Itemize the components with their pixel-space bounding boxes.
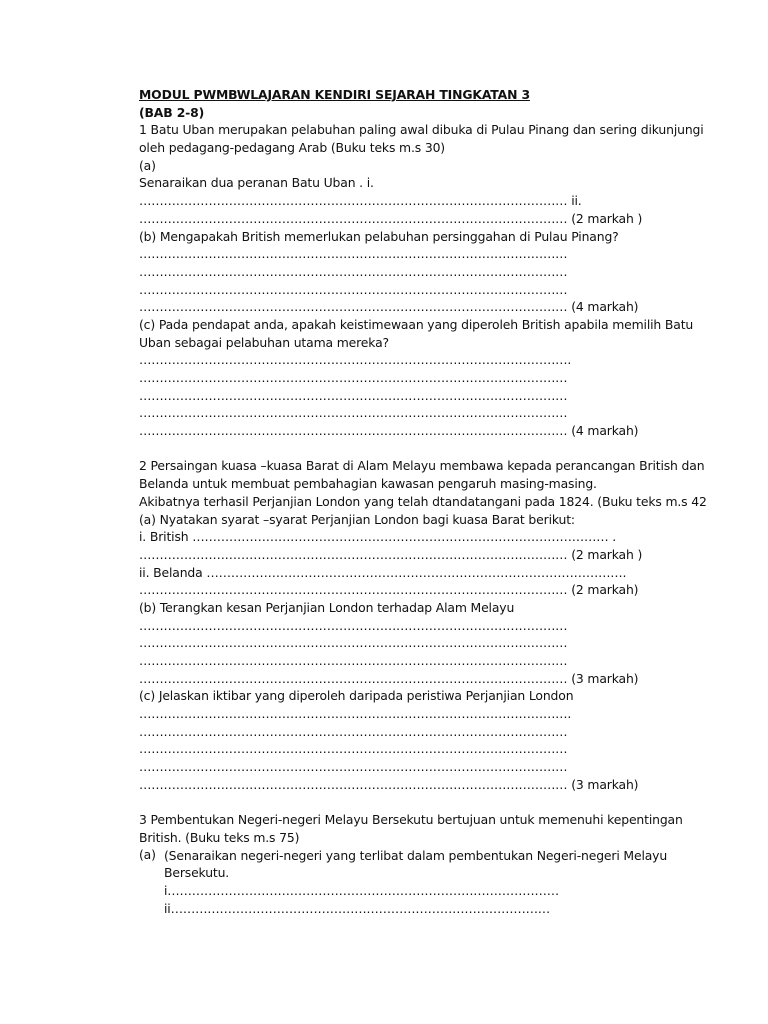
- q2-intro-line3: Akibatnya terhasil Perjanjian London yang telah dtandatangani pada 1824. (Buku teks m.s 42: [139, 493, 707, 509]
- q1-c-answer-line3: ……………………………………………………………………………………………: [139, 387, 568, 403]
- q2-intro-line1: 2 Persaingan kuasa –kuasa Barat di Alam Melayu membawa kepada perancangan British dan: [139, 458, 705, 474]
- q1-b-answer-line4: …………………………………………………………………………………………… (4 markah): [139, 299, 639, 315]
- q2-c-answer-line2: ……………………………………………………………………………………………: [139, 723, 568, 739]
- q3-a-marker: (a): [139, 846, 156, 862]
- section-spacer: [139, 794, 699, 812]
- q2-a-belanda-answer: …………………………………………………………………………………………… (2 markah): [139, 582, 639, 598]
- section-spacer: [139, 440, 699, 458]
- q1-a-answer-line2: …………………………………………………………………………………………… (2 markah ): [139, 210, 643, 226]
- q2-b-question: (b) Terangkan kesan Perjanjian London terhadap Alam Melayu: [139, 599, 515, 615]
- chapter-range: (BAB 2-8): [139, 104, 205, 120]
- q1-c-question-line1: (c) Pada pendapat anda, apakah keistimewaan yang diperoleh British apabila memilih Batu: [139, 316, 694, 332]
- q2-a-british-answer: …………………………………………………………………………………………… (2 markah ): [139, 546, 643, 562]
- q2-a-british: i. British ………………………………………………………………………………………… .: [139, 529, 617, 545]
- q1-c-answer-line2: ……………………………………………………………………………………………: [139, 370, 568, 385]
- q2-c-answer-line5: …………………………………………………………………………………………… (3 markah): [139, 776, 639, 792]
- q1-b-question: (b) Mengapakah British memerlukan pelabuhan persinggahan di Pulau Pinang?: [139, 228, 619, 244]
- q1-c-answer-line4: ……………………………………………………………………………………………: [139, 405, 568, 421]
- q2-b-answer-line3: ……………………………………………………………………………………………: [139, 653, 568, 668]
- q1-intro-line1: 1 Batu Uban merupakan pelabuhan paling awal dibuka di Pulau Pinang dan sering dikunjungi: [139, 122, 704, 138]
- q1-b-answer-line2: ……………………………………………………………………………………………: [139, 263, 568, 279]
- q1-c-question-line2: Uban sebagai pelabuhan utama mereka?: [139, 334, 389, 350]
- q2-b-answer-line2: ……………………………………………………………………………………………: [139, 635, 568, 651]
- q2-a-question: (a) Nyatakan syarat –syarat Perjanjian London bagi kuasa Barat berikut:: [139, 511, 575, 527]
- q2-intro-line2: Belanda untuk membuat pembahagian kawasan pengaruh masing-masing.: [139, 476, 597, 492]
- q2-b-answer-line1: ……………………………………………………………………………………………: [139, 617, 568, 633]
- q2-b-answer-line4: …………………………………………………………………………………………… (3 markah): [139, 670, 639, 686]
- q3-intro-line1: 3 Pembentukan Negeri-negeri Melayu Bersekutu bertujuan untuk memenuhi kepentingan: [139, 812, 683, 828]
- q3-a-answer-ii: ii…………………………………………………………………………………: [164, 900, 551, 916]
- q2-c-answer-line3: ……………………………………………………………………………………………: [139, 741, 568, 757]
- q1-c-answer-line5: …………………………………………………………………………………………… (4 markah): [139, 423, 639, 439]
- q3-intro-line2: British. (Buku teks m.s 75): [139, 829, 300, 845]
- q1-b-answer-line3: ……………………………………………………………………………………………: [139, 281, 568, 297]
- worksheet: [139, 86, 707, 917]
- q1-a-answer-line1: …………………………………………………………………………………………… ii.: [139, 193, 582, 209]
- q2-c-answer-line1: …………………………………………………………………………………………….: [139, 706, 572, 722]
- q3-a-question-line2: Bersekutu.: [164, 865, 230, 881]
- q1-c-answer-line1: …………………………………………………………………………………………….: [139, 352, 572, 368]
- q2-c-question: (c) Jelaskan iktibar yang diperoleh daripada peristiwa Perjanjian London: [139, 688, 574, 704]
- q1-a-label: (a): [139, 157, 156, 173]
- q2-c-answer-line4: ……………………………………………………………………………………………: [139, 759, 568, 775]
- q1-a-question: Senaraikan dua peranan Batu Uban . i.: [139, 175, 374, 191]
- q1-intro-line2: oleh pedagang-pedagang Arab (Buku teks m.s 30): [139, 140, 445, 156]
- q1-b-answer-line1: ……………………………………………………………………………………………: [139, 246, 568, 262]
- q3-a-item: [139, 847, 699, 918]
- q2-a-belanda: ii. Belanda ………………………………………………………………………………………….: [139, 564, 627, 580]
- q3-a-question-line1: (Senaraikan negeri-negeri yang terlibat dalam pembentukan Negeri-negeri Melayu: [164, 847, 668, 863]
- page-title: MODUL PWMBWLAJARAN KENDIRI SEJARAH TINGKATAN 3: [139, 87, 530, 102]
- q3-a-answer-i: i……………………………………………………………………………………: [164, 882, 559, 898]
